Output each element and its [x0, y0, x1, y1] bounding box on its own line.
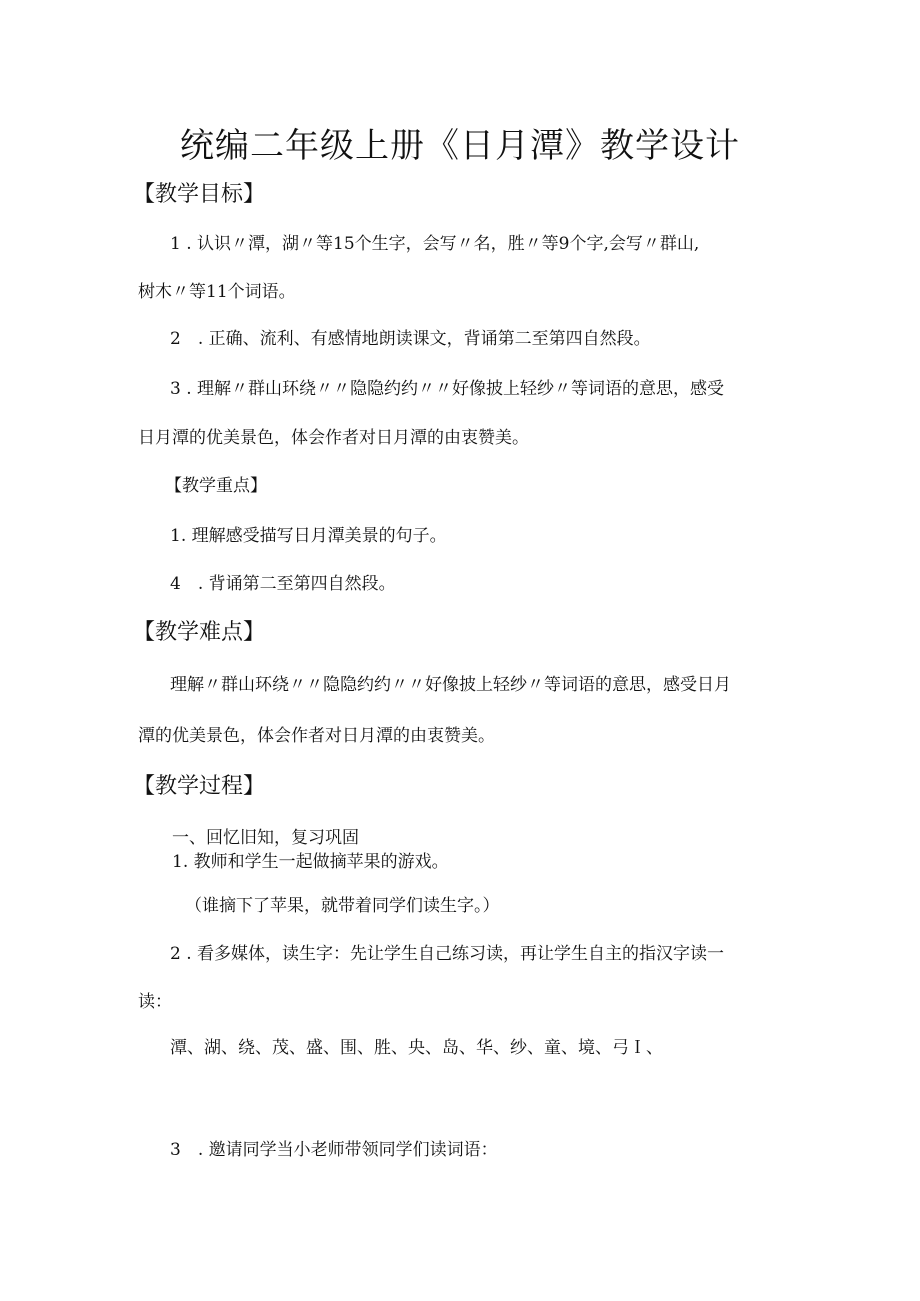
- process-item-1: 1. 教师和学生一起做摘苹果的游戏。: [172, 852, 449, 872]
- goal-item-3-line-2: 日月潭的优美景色，体会作者对日月潭的由衷赞美。: [138, 428, 529, 448]
- key-item-1: 1. 理解感受描写日月潭美景的句子。: [170, 526, 447, 546]
- heading-teaching-key-points: 【教学重点】: [165, 476, 267, 496]
- document-title: 统编二年级上册《日月潭》教学设计: [180, 126, 740, 166]
- process-note: （谁摘下了苹果，就带着同学们读生字。）: [185, 896, 500, 916]
- goal-item-3-line-1: 3 . 理解〃群山环绕〃〃隐隐约约〃〃好像披上轻纱〃等词语的意思，感受: [170, 379, 725, 399]
- heading-teaching-goals: 【教学目标】: [133, 182, 266, 207]
- heading-teaching-process: 【教学过程】: [133, 774, 266, 799]
- goal-item-2: 2 . 正确、流利、有感情地朗读课文，背诵第二至第四自然段。: [170, 329, 651, 349]
- goal-item-1-line-2: 树木〃等11个词语。: [138, 282, 296, 302]
- character-list: 潭、湖、绕、茂、盛、围、胜、央、岛、华、纱、童、境、弓Ｉ、: [170, 1038, 663, 1058]
- process-step-title: 一、回忆旧知，复习巩固: [172, 828, 359, 848]
- process-item-2-line-2: 读：: [138, 992, 172, 1012]
- goal-item-1-line-1: 1 . 认识〃潭，湖〃等15个生字，会写〃名，胜〃等9个字,会写〃群山,: [170, 234, 700, 254]
- heading-teaching-difficulties: 【教学难点】: [133, 620, 266, 645]
- key-item-2: 4 . 背诵第二至第四自然段。: [170, 574, 396, 594]
- difficulty-line-2: 潭的优美景色，体会作者对日月潭的由衷赞美。: [138, 726, 495, 746]
- process-item-3: 3 . 邀请同学当小老师带领同学们读词语：: [170, 1140, 498, 1160]
- process-item-2-line-1: 2 . 看多媒体，读生字：先让学生自己练习读，再让学生自主的指汉字读一: [170, 944, 725, 964]
- difficulty-line-1: 理解〃群山环绕〃〃隐隐约约〃〃好像披上轻纱〃等词语的意思，感受日月: [170, 675, 731, 695]
